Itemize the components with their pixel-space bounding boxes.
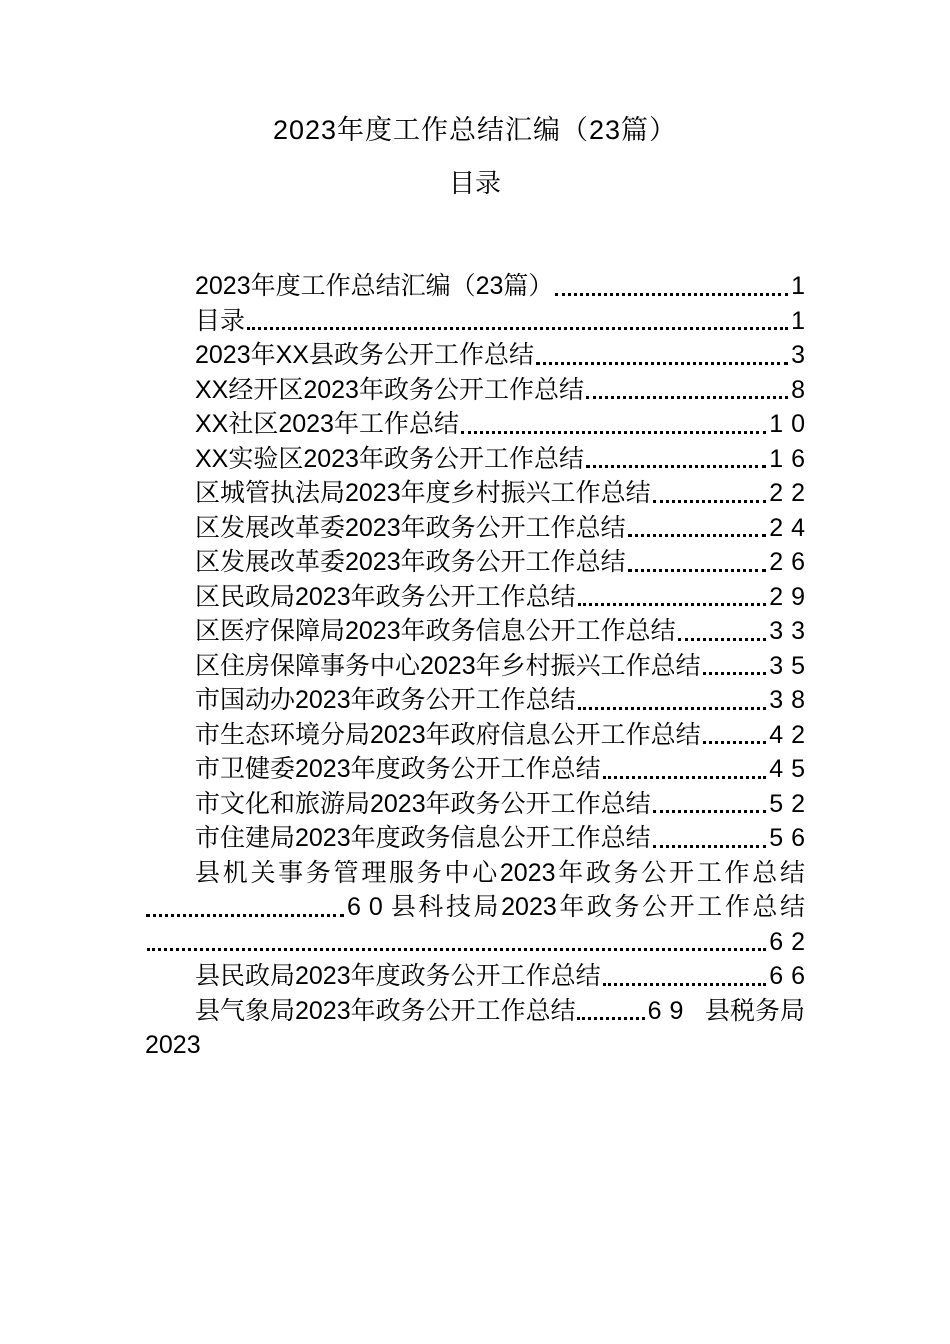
document-title: 2023年度工作总结汇编（23篇） (272, 115, 678, 145)
toc-entry-page: 35 (769, 651, 813, 680)
dot-leader (601, 959, 770, 994)
toc-entry (145, 821, 813, 856)
toc-entry-title: 区医疗保障局2023年政务信息公开工作总结 (195, 617, 676, 645)
dot-leader (601, 752, 770, 787)
toc-entry-page: 69 (647, 996, 692, 1025)
toc-entry-title: 市文化和旅游局2023年政务公开工作总结 (195, 789, 651, 818)
toc-entry (145, 476, 813, 511)
toc-entry-title: XX社区2023年工作总结 (195, 410, 459, 438)
toc-entry (145, 407, 813, 442)
dot-leader (701, 718, 770, 753)
toc-entry (145, 959, 813, 994)
toc-entry-page: 16 (769, 444, 813, 473)
dot-leader (553, 269, 791, 304)
toc-entry (145, 442, 813, 477)
dot-leader (651, 787, 770, 822)
toc-entry-wrapped-title: 县机关事务管理服务中心2023年政务公开工作总结 (195, 858, 805, 887)
dot-leader (245, 304, 791, 339)
toc-entry (145, 614, 813, 649)
toc-entry-title: 目录 (195, 306, 246, 335)
dot-leader (576, 580, 770, 615)
toc-entry-wrap-line (145, 925, 813, 960)
table-of-contents (145, 269, 813, 1063)
toc-entry (145, 545, 813, 580)
dot-leader (676, 614, 770, 649)
toc-entry-page: 10 (769, 410, 813, 438)
dot-leader (584, 442, 769, 477)
toc-entry-title: 市卫健委2023年度政务公开工作总结 (195, 755, 601, 783)
dot-leader (459, 407, 769, 442)
toc-entry-page: 42 (769, 720, 813, 749)
toc-entry-title: XX经开区2023年政务公开工作总结 (195, 375, 584, 404)
toc-truncated-entry-fragment-text: 2023 (145, 1031, 201, 1059)
toc-entry-page: 62 (769, 927, 813, 956)
toc-entry-title: 2023年XX县政务公开工作总结 (195, 341, 534, 369)
toc-entry-page: 29 (769, 582, 813, 611)
dot-leader (145, 925, 769, 960)
toc-entry-title: 县气象局2023年政务公开工作总结 (195, 996, 576, 1025)
toc-entry-title: 区发展改革委2023年政务公开工作总结 (195, 548, 626, 576)
toc-entry-title: 区民政局2023年政务公开工作总结 (195, 582, 576, 611)
toc-entry (145, 649, 813, 684)
toc-entry-title: XX实验区2023年政务公开工作总结 (195, 444, 584, 473)
toc-entry-page: 38 (769, 686, 813, 714)
toc-entry-title: 县民政局2023年度政务公开工作总结 (195, 962, 601, 990)
toc-entry (145, 994, 805, 1029)
toc-truncated-entry-fragment: 县税务局 (704, 996, 805, 1025)
toc-entry-page: 56 (769, 824, 813, 852)
toc-entry-page: 22 (769, 479, 813, 507)
toc-entry-wrap-line (145, 890, 805, 925)
toc-entry (145, 718, 813, 753)
toc-entry-page: 1 (791, 272, 813, 300)
toc-entry-title: 县科技局2023年政务公开工作总结 (390, 893, 805, 921)
toc-entry (145, 511, 813, 546)
toc-truncated-entry-fragment (145, 1028, 805, 1063)
toc-entry (145, 373, 813, 408)
dot-leader (651, 821, 770, 856)
toc-entry (145, 787, 813, 822)
toc-entry-page: 3 (791, 341, 813, 369)
toc-entry (145, 683, 813, 718)
toc-heading: 目录 (448, 168, 501, 198)
dot-leader (576, 683, 770, 718)
toc-entry (145, 304, 813, 339)
dot-leader (626, 511, 770, 546)
toc-entry-page: 66 (769, 962, 813, 990)
toc-entry (145, 338, 813, 373)
dot-leader (701, 649, 770, 684)
toc-entry-page: 26 (769, 548, 813, 576)
toc-entry-page: 33 (769, 617, 813, 645)
toc-entry-title: 区发展改革委2023年政务公开工作总结 (195, 513, 626, 542)
toc-entry (145, 269, 813, 304)
toc-entry-page: 52 (769, 789, 813, 818)
toc-entry-title: 2023年度工作总结汇编（23篇） (195, 272, 554, 300)
dot-leader (651, 476, 770, 511)
toc-entry-page: 8 (791, 375, 813, 404)
toc-entry-page: 24 (769, 513, 813, 542)
toc-entry-title: 区住房保障事务中心2023年乡村振兴工作总结 (195, 651, 701, 680)
toc-entry (145, 752, 813, 787)
dot-leader (584, 373, 791, 408)
toc-entry-page: 45 (769, 755, 813, 783)
toc-entry-page: 60 (347, 893, 391, 921)
dot-leader (576, 994, 648, 1029)
toc-entry-title: 市住建局2023年度政务信息公开工作总结 (195, 824, 651, 852)
toc-entry-title: 市生态环境分局2023年政府信息公开工作总结 (195, 720, 701, 749)
toc-entry (145, 580, 813, 615)
justify-spacer (683, 994, 705, 1029)
dot-leader (145, 890, 347, 925)
toc-entry-title: 市国动办2023年政务公开工作总结 (195, 686, 576, 714)
toc-entry-page: 1 (791, 306, 813, 335)
toc-entry-title: 区城管执法局2023年度乡村振兴工作总结 (195, 479, 651, 507)
dot-leader (534, 338, 791, 373)
dot-leader (626, 545, 770, 580)
